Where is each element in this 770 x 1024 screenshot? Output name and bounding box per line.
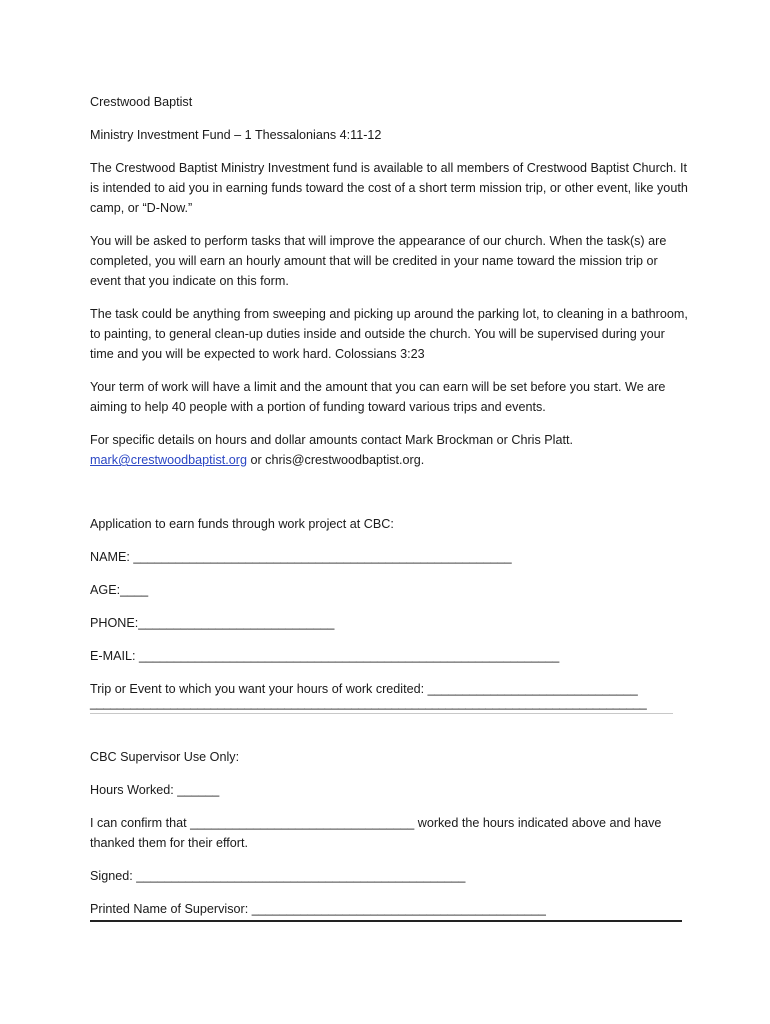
supervisor-heading: CBC Supervisor Use Only: xyxy=(90,750,240,764)
application-heading: Application to earn funds through work project at CBC: xyxy=(90,517,394,531)
email-link-mark[interactable]: mark@crestwoodbaptist.org xyxy=(90,453,247,467)
bottom-divider xyxy=(90,920,682,922)
contact-paragraph xyxy=(90,430,690,470)
hours-worked-field[interactable]: Hours Worked: ______ xyxy=(90,783,220,797)
church-name: Crestwood Baptist xyxy=(90,95,193,109)
intro-paragraph-1: The Crestwood Baptist Ministry Investment fund is available to all members of Crestwood Baptist Church. It is intended to aid you in earning funds toward the cost of a short term mission trip, or other event, like youth camp, or “D-Now.” xyxy=(90,161,688,215)
confirm-statement[interactable]: I can confirm that ________________________________ worked the hours indicated above and have thanked them for their effort. xyxy=(90,816,662,850)
phone-field[interactable]: PHONE:____________________________ xyxy=(90,616,335,630)
trip-field[interactable]: Trip or Event to which you want your hours of work credited: ______________________________ xyxy=(90,682,638,696)
fund-title: Ministry Investment Fund – 1 Thessalonians 4:11-12 xyxy=(90,128,382,142)
signed-field[interactable]: Signed: _______________________________________________ xyxy=(90,869,466,883)
name-field[interactable]: NAME: ______________________________________________________ xyxy=(90,550,512,564)
form-document xyxy=(90,92,690,932)
email-field[interactable]: E-MAIL: ____________________________________________________________ xyxy=(90,649,560,663)
separator-line xyxy=(90,713,673,714)
trip-field-continuation[interactable]: ___________________________________________________________________________________ xyxy=(90,696,647,710)
intro-paragraph-4: Your term of work will have a limit and the amount that you can earn will be set before you start. We are aiming to help 40 people with a portion of funding toward various trips and events. xyxy=(90,380,666,414)
intro-paragraph-2: You will be asked to perform tasks that will improve the appearance of our church. When the task(s) are completed, you will earn an hourly amount that will be credited in your name toward the mission trip or event that you indicate on this form. xyxy=(90,234,667,288)
printed-name-field[interactable]: Printed Name of Supervisor: __________________________________________ xyxy=(90,902,546,916)
intro-paragraph-3: The task could be anything from sweeping and picking up around the parking lot, to cleaning in a bathroom, to painting, to general clean-up duties inside and outside the church. You will be supervised during your time and you will be expected to work hard. Colossians 3:23 xyxy=(90,307,688,361)
contact-text: For specific details on hours and dollar amounts contact Mark Brockman or Chris Platt. xyxy=(90,433,573,447)
email-text-chris: or chris@crestwoodbaptist.org. xyxy=(246,453,425,467)
age-field[interactable]: AGE:____ xyxy=(90,583,149,597)
